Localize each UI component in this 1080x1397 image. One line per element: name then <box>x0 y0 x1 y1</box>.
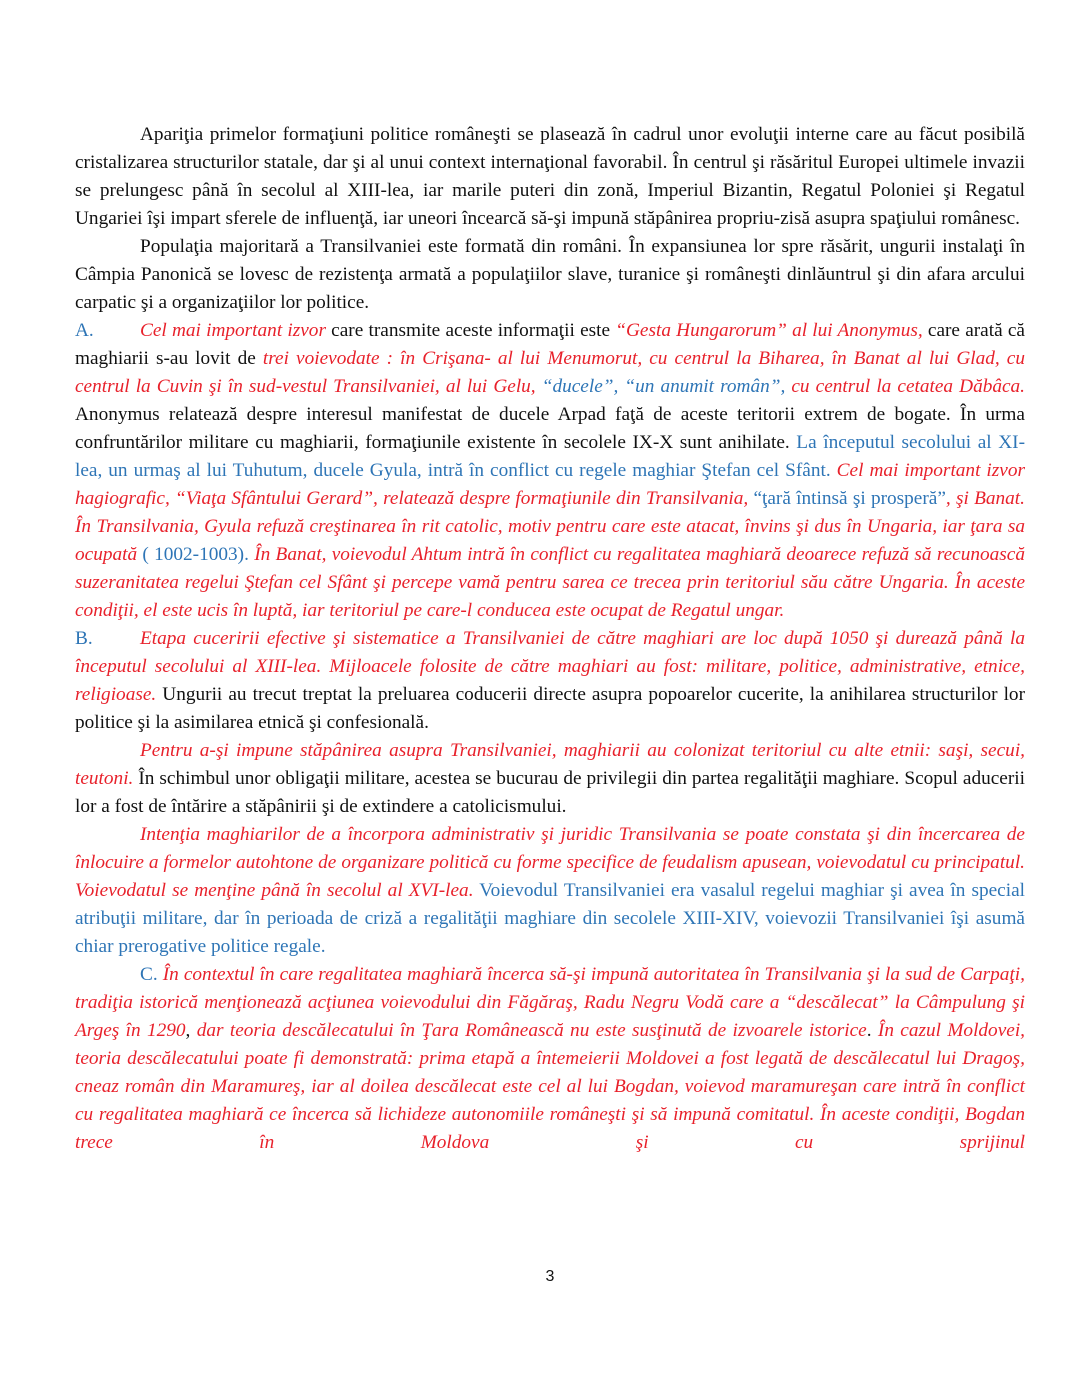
body-text: care transmite aceste informaţii este <box>325 320 616 341</box>
body-text: Populaţia majoritară a Transilvaniei este formată din români. În expansiunea lor spre răsărit, ungurii instalaţi în Câmpia Panonică se lovesc de rezistenţa armată a populaţiilor slave, turanice şi româneşti dinlăuntrul şi din afara arcului carpatic şi a organizaţiilor lor politice. <box>75 236 1025 313</box>
highlighted-text-red: cu centrul la cetatea Dăbâca. <box>785 376 1026 397</box>
highlighted-text-red: În cazul Moldovei, teoria descălecatului poate fi demonstrată: prima etapă a întemeierii Moldovei a fost legată de descălecatul lui Dragoş, cneaz român din Maramureş, iar al doilea descălecat este cel al lui Bogdan, voievod maramureşan care intră în conflict cu regalitatea maghiară ce încerca să lichideze autonomiile româneşti şi să impună comitatul. În aceste condiţii, Bogdan trece în Moldova şi cu sprijinul <box>75 1020 1025 1153</box>
highlighted-text-red: “Gesta Hungarorum” al lui Anonymus, <box>615 320 923 341</box>
highlighted-text-red: trei voievodate : în Crişana- al lui Menumorut, cu centrul la Biharea, în Banat al lui Glad, cu centrul la Cuvin şi în sud-vestul Transilvaniei, al lui Gelu, <box>75 348 1025 397</box>
paragraph <box>75 625 1025 737</box>
body-text: , <box>185 1020 191 1041</box>
paragraph <box>75 821 1025 961</box>
page-number: 3 <box>545 1268 555 1285</box>
highlighted-text-blue: La începutul secolului al XI-lea, un urmaş al lui Tuhutum, ducele Gyula, intră în conflict cu regele maghiar Ştefan cel Sfânt. <box>75 432 1026 481</box>
body-text: Anonymus relatează despre interesul manifestat de ducele Arpad faţă de aceste teritorii extrem de bogate. În urma confruntărilor militare cu maghiarii, formaţiunile existente în secolele IX-X sunt anihilate. <box>75 404 1025 453</box>
paragraph <box>75 121 1025 233</box>
highlighted-text-red: În contextul în care regalitatea maghiară încerca să-şi impună autoritatea în Transilvania şi la sud de Carpaţi, tradiţia istorică menţionează acţiunea voievodului din Făgăraş, Radu Negru Vodă care a “descălecat” la Câmpulung şi Argeş în 1290 <box>75 964 1025 1041</box>
body-text: . <box>866 1020 872 1041</box>
section-label: B. <box>75 628 93 649</box>
document-body <box>75 121 1025 1157</box>
highlighted-text-red: Cel mai important izvor hagiografic, “Viaţa Sfântului Gerard”, relatează despre formaţiunile din Transilvania, <box>75 460 1025 509</box>
body-text: Ungurii au trecut treptat la preluarea coducerii directe asupra popoarelor cucerite, la anihilarea structurilor lor politice şi la asimilarea etnică şi confesională. <box>75 684 1025 733</box>
highlighted-text-blue: “ţară întinsă şi prosperă” <box>753 488 946 509</box>
body-text: În schimbul unor obligaţii militare, acestea se bucurau de privilegii din partea regalităţii maghiare. Scopul aducerii lor a fost de întărire a stăpânirii şi de extindere a catolicismului. <box>75 768 1025 817</box>
paragraph <box>75 317 1025 625</box>
paragraph <box>75 961 1025 1157</box>
highlighted-text-blue: “ducele”, “un anumit român”, <box>541 376 786 397</box>
body-text: care arată că maghiarii s-au lovit de <box>75 320 1025 369</box>
highlighted-text-red: Cel mai important izvor <box>140 320 326 341</box>
highlighted-text-blue: C. <box>140 964 158 985</box>
highlighted-text-blue: ( 1002-1003). <box>137 544 249 565</box>
highlighted-text-red: În Banat, voievodul Ahtum intră în conflict cu regalitatea maghiară deoarece refuză să recunoască suzeranitatea regelui Ştefan cel Sfânt şi percepe vamă pentru sarea ce trecea prin teritoriul său către Ungaria. În aceste condiţii, el este ucis în luptă, iar teritoriul pe care-l conducea este ocupat de Regatul ungar. <box>75 544 1025 621</box>
paragraph <box>75 737 1025 821</box>
highlighted-text-red: Etapa cuceririi efective şi sistematice a Transilvaniei de către maghiari are loc după 1050 şi durează până la începutul secolului al XIII-lea. Mijloacele folosite de către maghiari au fost: militare, politice, administrative, etnice, religioase. <box>75 628 1025 705</box>
highlighted-text-red: Intenţia maghiarilor de a încorpora administrativ şi juridic Transilvania se poate constata şi din încercarea de înlocuire a formelor autohtone de organizare politică cu forme specifice de feudalism apusean, voievodatul cu principatul. Voievodatul se menţine până în secolul al XVI-lea. <box>75 824 1025 901</box>
paragraph <box>75 233 1025 317</box>
highlighted-text-red: Pentru a-şi impune stăpânirea asupra Transilvaniei, maghiarii au colonizat teritoriul cu alte etnii: saşi, secui, teutoni. <box>75 740 1025 789</box>
body-text: Apariţia primelor formaţiuni politice româneşti se plasează în cadrul unor evoluţii interne care au făcut posibilă cristalizarea structurilor statale, dar şi al unui context internaţional favorabil. În centrul şi răsăritul Europei ultimele invazii se prelungesc până în secolul al XIII-lea, iar marile puteri din zonă, Imperiul Bizantin, Regatul Poloniei şi Regatul Ungariei îşi impart sferele de influenţă, iar uneori încearcă să-şi impună stăpânirea propriu-zisă asupra spaţiului românesc. <box>75 124 1025 229</box>
highlighted-text-red: dar teoria descălecatului în Ţara Românească nu este susţinută de izvoarele istorice <box>190 1020 867 1041</box>
highlighted-text-red: , şi Banat. În Transilvania, Gyula refuză creştinarea în rit catolic, motiv pentru care este atacat, învins şi dus în Ungaria, iar ţara sa ocupată <box>75 488 1025 565</box>
highlighted-text-blue: Voievodul Transilvaniei era vasalul regelui maghiar şi avea în special atribuţii militare, dar în perioada de criză a regalităţii maghiare din secolele XIII-XIV, voievozii Transilvaniei îşi asumă chiar prerogative politice regale. <box>75 880 1025 957</box>
section-label: A. <box>75 320 94 341</box>
